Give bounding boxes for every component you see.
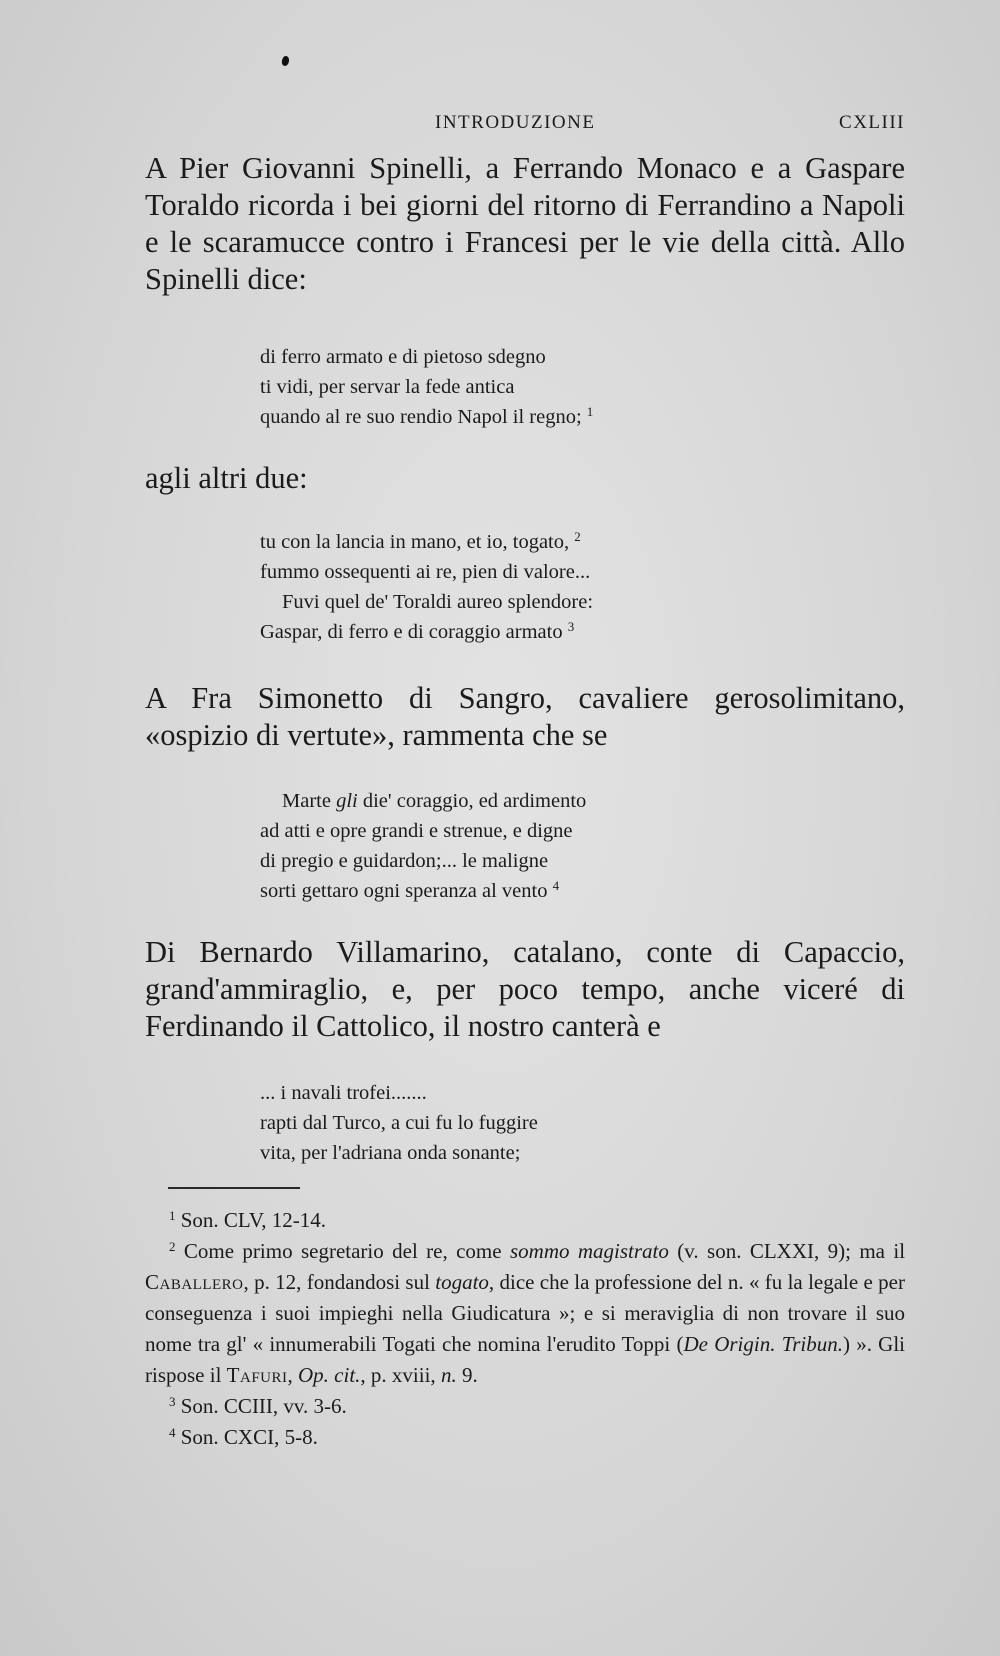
verse-line: di ferro armato e di pietoso sdegno <box>260 346 546 368</box>
footnote-text: , dice che la professione del n. « fu la legale e per conseguenza i suoi impieghi nella Giudicatura »; e si meraviglia di non trovare il suo nome tra gl' « innumerabili Togati che nomina l'erudito Toppi ( <box>145 1270 905 1356</box>
verse-line: Fuvi quel de' Toraldi aureo splendore: <box>282 591 594 613</box>
verse-line-text: sorti gettaro ogni speranza al vento <box>260 880 548 902</box>
paragraph-villamarino: Di Bernardo Villamarino, catalano, conte di Capaccio, grand'ammiraglio, e, per poco tempo, anche viceré di Ferdinando il Cattolico, il nostro canterà e <box>145 935 905 1043</box>
footnote-1 <box>145 1205 905 1236</box>
verse-line <box>260 876 860 906</box>
verse-line: di pregio e guidardon;... le maligne <box>260 850 549 872</box>
footnote-number: 3 <box>169 1394 176 1409</box>
footnote-text: , <box>287 1363 293 1387</box>
footnote-ref: 4 <box>552 878 560 893</box>
verse-line-text: quando al re suo rendio Napol il regno; <box>260 406 582 428</box>
verse-line-text: tu con la lancia in mano, et io, togato, <box>260 531 570 553</box>
footnote-italic: Op. cit. <box>298 1363 361 1387</box>
footnote-4 <box>145 1422 905 1453</box>
ink-mark <box>281 55 290 66</box>
paragraph-altri: agli altri due: <box>145 461 308 495</box>
footnote-3 <box>145 1391 905 1422</box>
verse-word: Marte <box>282 790 331 812</box>
verse-quote-3 <box>260 786 860 906</box>
footnote-divider <box>168 1187 300 1189</box>
verse-quote-1 <box>260 342 860 432</box>
verse-word-italic: gli <box>336 790 358 812</box>
footnote-number: 4 <box>169 1425 176 1440</box>
footnote-ref: 3 <box>567 619 575 634</box>
verse-line-text: die' coraggio, ed ardimento <box>362 790 587 812</box>
verse-line: fummo ossequenti ai re, pien di valore... <box>260 561 591 583</box>
verse-quote-2 <box>260 527 860 647</box>
verse-line: rapti dal Turco, a cui fu lo fuggire <box>260 1112 538 1134</box>
verse-quote-4 <box>260 1078 860 1168</box>
verse-line-text: Gaspar, di ferro e di coraggio armato <box>260 621 563 643</box>
verse-line: vita, per l'adriana onda sonante; <box>260 1142 521 1164</box>
paragraph-simonetto: A Fra Simonetto di Sangro, cavaliere gerosolimitano, «ospizio di vertute», rammenta che se <box>145 681 905 752</box>
verse-line <box>260 786 860 816</box>
footnote-text: , p. 12, fondandosi sul <box>243 1270 430 1294</box>
running-header <box>145 112 905 142</box>
footnote-text: ) ». Gli rispose il <box>145 1332 906 1387</box>
footnote-italic: n. <box>440 1363 457 1387</box>
running-title: INTRODUZIONE <box>435 112 596 133</box>
footnote-number: 1 <box>169 1208 176 1223</box>
verse-line: ad atti e opre grandi e strenue, e digne <box>260 820 573 842</box>
footnote-number: 2 <box>169 1239 176 1254</box>
verse-line: ... i navali trofei....... <box>260 1082 427 1104</box>
footnote-ref: 2 <box>574 529 581 544</box>
footnote-2 <box>145 1236 905 1391</box>
footnote-italic: sommo magistrato <box>509 1239 669 1263</box>
footnote-text: Son. CLV, 12-14. <box>180 1208 327 1232</box>
footnote-ref: 1 <box>586 404 594 419</box>
footnote-text: Son. CXCI, 5-8. <box>180 1425 318 1449</box>
verse-line <box>260 402 860 432</box>
footnote-text: (v. son. CLXXI, 9); ma il <box>677 1239 906 1263</box>
page-number: CXLIII <box>839 112 905 133</box>
verse-line <box>260 527 860 557</box>
footnote-text: Son. CCIII, vv. 3-6. <box>180 1394 347 1418</box>
footnote-author: Tafuri <box>226 1363 288 1387</box>
footnotes <box>145 1205 905 1453</box>
footnote-author: Caballero <box>145 1270 244 1294</box>
footnote-text: Come primo segretario del re, come <box>183 1239 502 1263</box>
paragraph-spinelli: A Pier Giovanni Spinelli, a Ferrando Monaco e a Gaspare Toraldo ricorda i bei giorni del ritorno di Ferrandino a Napoli e le scaramucce contro i Francesi per le vie della città. Allo Spinelli dice: <box>145 151 905 296</box>
verse-line: ti vidi, per servar la fede antica <box>260 376 515 398</box>
verse-line <box>260 617 860 647</box>
footnote-text: , p. xviii, <box>360 1363 436 1387</box>
footnote-text: 9. <box>461 1363 478 1387</box>
footnote-italic: togato <box>435 1270 489 1294</box>
footnote-italic: De Origin. Tribun. <box>683 1332 843 1356</box>
